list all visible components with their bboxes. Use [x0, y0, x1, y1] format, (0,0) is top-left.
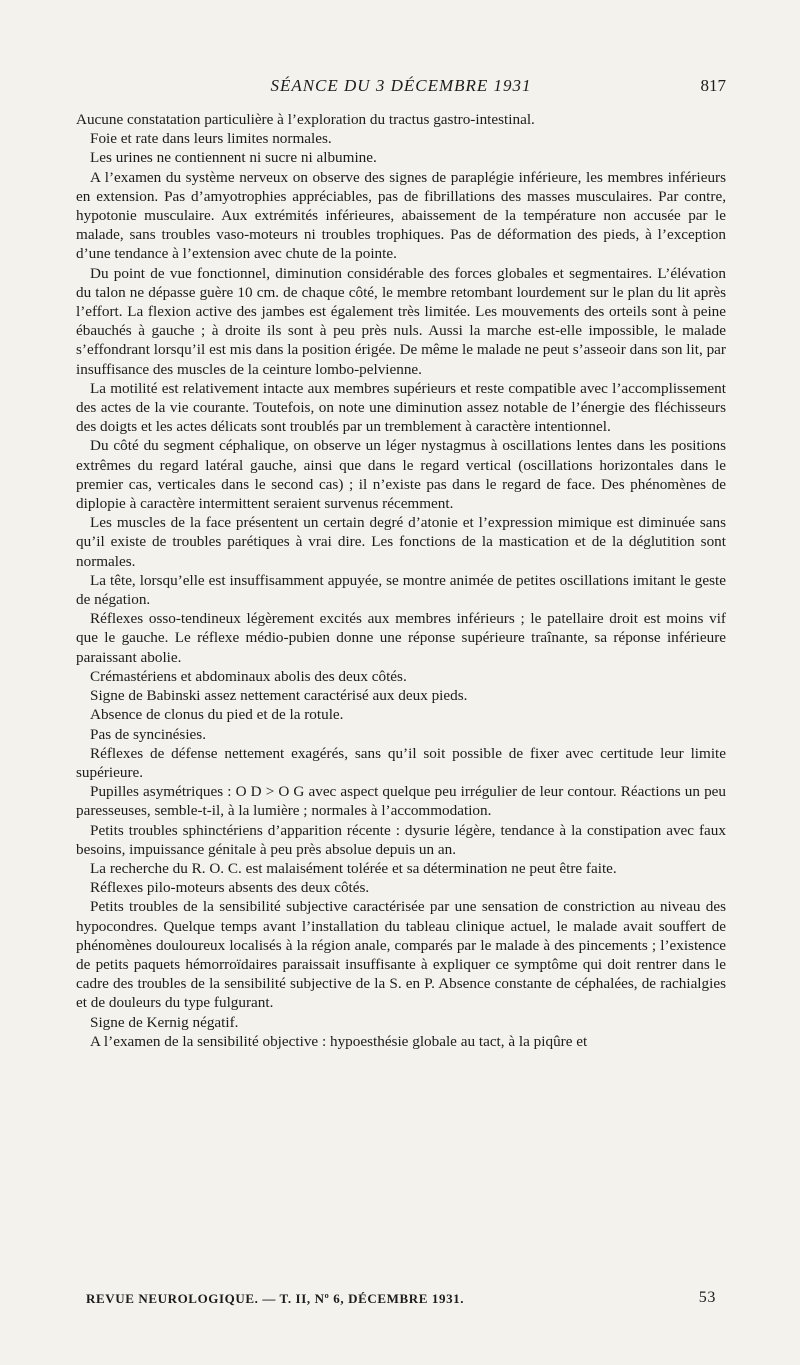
paragraph: Pupilles asymétriques : O D > O G avec aspect quelque peu irrégulier de leur contour. Réactions un peu paresseuses, semble-t-il, à la lumière ; normales à l’accommodation. — [76, 783, 726, 820]
paragraph: A l’examen du système nerveux on observe des signes de paraplégie inférieure, les membres inférieurs en extension. Pas d’amyotrophies appréciables, pas de fibrillations des masses musculaires. Par contre, hypotonie musculaire. Aux extrémités inférieures, abaissement de la température non accusée par le malade, sans troubles vaso-moteurs ni troubles trophiques. Pas de déformation des pieds, à l’exception d’une tendance à l’extension avec chute de la pointe. — [76, 168, 726, 263]
paragraph: La motilité est relativement intacte aux membres supérieurs et reste compatible avec l’accomplissement des actes de la vie courante. Toutefois, on note une diminution assez notable de l’énergie des fléchisseurs des doigts et les actes délicats sont troublés par un tremblement à caractère intentionnel. — [76, 379, 726, 436]
paragraph: Pas de syncinésies. — [90, 725, 206, 743]
page-footer — [86, 1289, 716, 1311]
paragraph: A l’examen de la sensibilité objective : hypoesthésie globale au tact, à la piqûre et — [90, 1032, 588, 1050]
paragraph: Signe de Babinski assez nettement caractérisé aux deux pieds. — [90, 687, 468, 705]
paragraph: Réflexes de défense nettement exagérés, sans qu’il soit possible de fixer avec certitude leur limite supérieure. — [76, 744, 726, 781]
paragraph: Petits troubles de la sensibilité subjective caractérisée par une sensation de constriction au niveau des hypocondres. Quelque temps avant l’installation du tableau clinique actuel, le malade avait souffert de phénomènes douloureux localisés à la région anale, comparés par le malade à des pincements ; l’existence de petits paquets hémorroïdaires paraissait insuffisante à expliquer ce symptôme qui doit rentrer dans le cadre des troubles de la sensibilité subjective de la S. en P. Absence constante de céphalées, de rachialgies et de douleurs du type fulgurant. — [76, 898, 726, 1012]
signature-mark: 53 — [698, 1289, 716, 1306]
running-title: SÉANCE DU 3 DÉCEMBRE 1931 — [270, 76, 532, 95]
page-number: 817 — [700, 76, 726, 95]
paragraph: Foie et rate dans leurs limites normales. — [90, 130, 332, 148]
running-header — [76, 74, 726, 100]
journal-citation: REVUE NEUROLOGIQUE. — T. II, Nº 6, DÉCEMBRE 1931. — [86, 1291, 465, 1306]
paragraph: Les urines ne contiennent ni sucre ni albumine. — [90, 149, 377, 167]
paragraph: Signe de Kernig négatif. — [90, 1013, 239, 1031]
paragraph: La recherche du R. O. C. est malaisément tolérée et sa détermination ne peut être faite. — [90, 859, 617, 877]
paragraph: Du côté du segment céphalique, on observe un léger nystagmus à oscillations lentes dans les positions extrêmes du regard latéral gauche, ainsi que dans le regard vertical (oscillations horizontales dans le premier cas, verticales dans le second cas) ; il n’existe pas dans le regard de face. Des phénomènes de diplopie à caractère intermittent seraient survenus récemment. — [76, 437, 726, 513]
paragraph: Réflexes pilo-moteurs absents des deux côtés. — [90, 879, 370, 897]
paragraph: Aucune constatation particulière à l’exploration du tractus gastro-intestinal. — [76, 111, 535, 128]
paragraph: Réflexes osso-tendineux légèrement excités aux membres inférieurs ; le patellaire droit est moins vif que le gauche. Le réflexe médio-pubien donne une réponse supérieure traînante, sa réponse inférieure paraissant abolie. — [76, 610, 726, 666]
paragraph: Petits troubles sphinctériens d’apparition récente : dysurie légère, tendance à la constipation avec faux besoins, impuissance génitale à peu près absolue depuis un an. — [76, 821, 726, 858]
paragraph: Les muscles de la face présentent un certain degré d’atonie et l’expression mimique est diminuée sans qu’il existe de troubles parétiques à vrai dire. Les fonctions de la mastication et de la déglutition sont normales. — [76, 514, 726, 570]
article-body — [76, 110, 726, 1051]
paragraph: Absence de clonus du pied et de la rotule. — [90, 706, 344, 724]
paragraph: La tête, lorsqu’elle est insuffisamment appuyée, se montre animée de petites oscillations imitant le geste de négation. — [76, 571, 726, 609]
paragraph: Du point de vue fonctionnel, diminution considérable des forces globales et segmentaires. L’élévation du talon ne dépasse guère 10 cm. de chaque côté, le membre retombant lourdement sur le plan du lit après l’effort. La flexion active des jambes est également très limitée. Les mouvements des orteils sont à peine ébauchés à gauche ; à droite ils sont à peu près nuls. Aussi la marche est-elle impossible, le malade s’effondrant lorsqu’il est mis dans la position érigée. De même le malade ne peut s’asseoir dans son lit, par insuffisance des muscles de la ceinture lombo-pelvienne. — [76, 264, 726, 378]
paragraph: Crémastériens et abdominaux abolis des deux côtés. — [90, 667, 407, 685]
